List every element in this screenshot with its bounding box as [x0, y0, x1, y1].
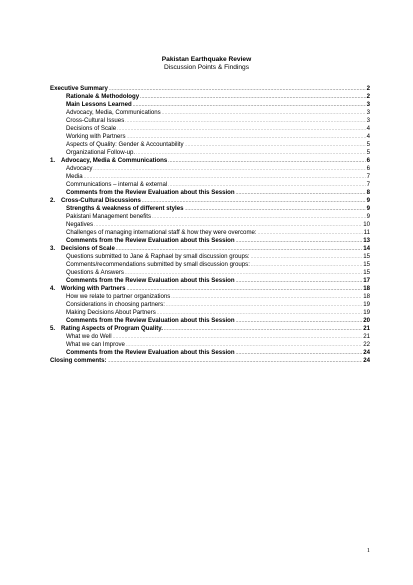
- toc-dot-leader: [125, 269, 362, 277]
- toc-dot-leader: [166, 301, 362, 309]
- toc-entry-label: [66, 181, 167, 189]
- toc-entry-label: [66, 173, 83, 181]
- table-of-contents: [50, 85, 370, 365]
- toc-entry-label: [66, 333, 112, 341]
- toc-entry[interactable]: [50, 101, 370, 109]
- toc-entry-page: 19: [363, 301, 370, 308]
- toc-entry-page: 3: [366, 117, 370, 124]
- toc-entry-page: 15: [363, 269, 370, 276]
- toc-entry-page: 3: [366, 109, 370, 116]
- toc-entry[interactable]: [50, 349, 370, 357]
- toc-entry-label: [66, 213, 151, 221]
- toc-entry[interactable]: [50, 149, 370, 157]
- toc-entry-text: Comments from the Review Evaluation about this Session: [66, 317, 235, 324]
- toc-entry-text: Making Decisions About Partners: [66, 309, 156, 316]
- toc-entry-text: Pakistani Management benefits: [66, 213, 152, 220]
- toc-entry-text: Comments from the Review Evaluation about this Session: [66, 349, 235, 356]
- toc-dot-leader: [152, 213, 366, 221]
- toc-entry[interactable]: [50, 93, 370, 101]
- toc-entry[interactable]: [50, 213, 370, 221]
- toc-entry-page: 15: [363, 253, 370, 260]
- toc-entry-text: Rating Aspects of Program Quality.: [61, 325, 163, 332]
- toc-entry[interactable]: [50, 173, 370, 181]
- toc-dot-leader: [236, 237, 363, 245]
- toc-entry-text: Comments/recommendations submitted by small discussion groups:: [66, 261, 250, 268]
- toc-entry-label: [66, 149, 135, 157]
- toc-dot-leader: [251, 253, 363, 261]
- toc-entry-page: 7: [366, 173, 370, 180]
- toc-entry-number: 4.: [50, 285, 56, 292]
- toc-dot-leader: [127, 285, 363, 293]
- toc-entry-label: [66, 237, 235, 245]
- toc-entry-label: [66, 93, 139, 101]
- toc-entry-page: 5: [366, 141, 370, 148]
- toc-entry[interactable]: [50, 309, 370, 317]
- toc-entry-label: [66, 165, 92, 173]
- toc-entry[interactable]: [50, 141, 370, 149]
- toc-entry-text: Rationale & Methodology: [66, 93, 140, 100]
- toc-entry-label: [50, 357, 107, 365]
- toc-entry-text: How we relate to partner organizations: [66, 293, 171, 300]
- toc-dot-leader: [94, 221, 362, 229]
- toc-entry-text: Decisions of Scale: [61, 245, 115, 252]
- toc-entry-page: 6: [366, 165, 370, 172]
- toc-entry-text: Cross-Cultural Discussions: [61, 197, 141, 204]
- toc-dot-leader: [185, 205, 366, 213]
- toc-entry-text: Considerations in choosing partners:: [66, 301, 165, 308]
- toc-entry-label: [66, 269, 124, 277]
- toc-dot-leader: [108, 357, 363, 365]
- toc-entry[interactable]: [50, 269, 370, 277]
- toc-entry-number: 1.: [50, 157, 56, 164]
- toc-entry-text: Executive Summary: [50, 85, 108, 92]
- toc-entry-text: Advocacy, Media & Communications: [61, 157, 168, 164]
- toc-entry-page: 9: [366, 197, 370, 204]
- toc-dot-leader: [126, 341, 362, 349]
- toc-entry[interactable]: [50, 277, 370, 285]
- toc-entry-label: [66, 189, 235, 197]
- toc-entry-page: 19: [363, 309, 370, 316]
- toc-entry-page: 13: [363, 237, 370, 244]
- toc-entry-text: Questions & Answers: [66, 269, 124, 276]
- toc-entry-text: Working with Partners: [61, 285, 126, 292]
- toc-entry[interactable]: [50, 85, 370, 93]
- toc-dot-leader: [236, 317, 363, 325]
- toc-dot-leader: [84, 173, 366, 181]
- toc-entry-page: 9: [366, 213, 370, 220]
- toc-dot-leader: [162, 109, 366, 117]
- toc-dot-leader: [125, 117, 365, 125]
- toc-entry-text: Main Lessons Learned: [66, 101, 132, 108]
- toc-entry-text: Comments from the Review Evaluation about this Session: [66, 277, 235, 284]
- toc-dot-leader: [236, 189, 366, 197]
- toc-dot-leader: [136, 149, 366, 157]
- toc-entry-text: Closing comments:: [50, 357, 107, 364]
- toc-dot-leader: [113, 333, 363, 341]
- toc-dot-leader: [251, 261, 362, 269]
- toc-entry[interactable]: [50, 133, 370, 141]
- toc-dot-leader: [185, 141, 366, 149]
- toc-entry[interactable]: [50, 253, 370, 261]
- toc-entry-label: [66, 205, 184, 213]
- toc-entry-page: 21: [363, 325, 370, 332]
- toc-entry-label: [66, 133, 126, 141]
- toc-entry[interactable]: [50, 229, 370, 237]
- toc-entry-text: Organizational Follow-up.: [66, 149, 136, 156]
- toc-entry-text: Strengths & weakness of different styles: [66, 205, 184, 212]
- toc-entry-number: 3.: [50, 245, 56, 252]
- toc-entry-page: 8: [366, 189, 370, 196]
- toc-entry-number: 5.: [50, 325, 56, 332]
- toc-entry-page: 17: [363, 277, 370, 284]
- toc-entry-text: Advocacy, Media, Communications: [66, 109, 161, 116]
- toc-entry[interactable]: [50, 357, 370, 365]
- toc-dot-leader: [236, 277, 363, 285]
- toc-entry-label: [66, 125, 116, 133]
- toc-entry-page: 22: [363, 341, 370, 348]
- toc-entry-text: Comments from the Review Evaluation about this Session: [66, 189, 235, 196]
- toc-entry-text: Challenges of managing international staff & how they were overcome:: [66, 229, 257, 236]
- toc-entry-page: 2: [366, 93, 370, 100]
- toc-entry-text: Aspects of Quality: Gender & Accountability: [66, 141, 184, 148]
- toc-entry-page: 4: [366, 133, 370, 140]
- toc-entry-label: [66, 261, 250, 269]
- toc-entry-text: Advocacy: [66, 165, 93, 172]
- toc-entry-page: 24: [363, 349, 370, 356]
- toc-entry-label: [66, 293, 170, 301]
- toc-dot-leader: [164, 325, 362, 333]
- toc-dot-leader: [258, 229, 363, 237]
- toc-entry-label: [66, 349, 235, 357]
- toc-entry[interactable]: [50, 261, 370, 269]
- toc-dot-leader: [168, 157, 365, 165]
- toc-entry[interactable]: [50, 293, 370, 301]
- toc-entry[interactable]: [50, 189, 370, 197]
- page-number: 1: [366, 547, 370, 554]
- toc-dot-leader: [157, 309, 362, 317]
- toc-entry-label: [66, 109, 161, 117]
- toc-entry[interactable]: [50, 301, 370, 309]
- toc-entry[interactable]: [50, 333, 370, 341]
- toc-entry-label: [66, 229, 257, 237]
- toc-entry-label: [50, 245, 115, 253]
- toc-entry-text: Questions submitted to Jane & Raphael by small discussion groups:: [66, 253, 250, 260]
- toc-entry-page: 21: [363, 333, 370, 340]
- toc-dot-leader: [171, 293, 362, 301]
- toc-entry-label: [66, 101, 132, 109]
- toc-dot-leader: [93, 165, 365, 173]
- toc-entry[interactable]: [50, 125, 370, 133]
- toc-entry-label: [66, 301, 165, 309]
- toc-entry-number: 2.: [50, 197, 56, 204]
- toc-entry-text: Working with Partners: [66, 133, 126, 140]
- toc-entry-label: [66, 253, 250, 261]
- toc-entry-page: 3: [366, 101, 370, 108]
- toc-entry-page: 10: [363, 221, 370, 228]
- toc-entry-label: [50, 285, 126, 293]
- toc-entry-text: What we can Improve: [66, 341, 125, 348]
- toc-entry[interactable]: [50, 109, 370, 117]
- toc-dot-leader: [236, 349, 363, 357]
- toc-entry[interactable]: [50, 317, 370, 325]
- toc-dot-leader: [127, 133, 366, 141]
- toc-entry-label: [50, 85, 108, 93]
- toc-entry-text: Media: [66, 173, 83, 180]
- toc-entry-text: Negatives: [66, 221, 94, 228]
- toc-entry-page: 6: [366, 157, 370, 164]
- toc-entry-label: [66, 317, 235, 325]
- toc-dot-leader: [168, 181, 365, 189]
- toc-entry-page: 18: [363, 293, 370, 300]
- toc-entry-label: [66, 341, 125, 349]
- toc-entry[interactable]: [50, 325, 370, 333]
- toc-entry-label: [66, 277, 235, 285]
- toc-entry-label: [66, 221, 93, 229]
- toc-entry-page: 15: [363, 261, 370, 268]
- toc-entry-text: Decisions of Scale: [66, 125, 117, 132]
- toc-entry[interactable]: [50, 237, 370, 245]
- toc-entry-page: 18: [363, 285, 370, 292]
- toc-dot-leader: [116, 245, 362, 253]
- toc-entry-page: 5: [366, 149, 370, 156]
- toc-entry-text: Communications – internal & external: [66, 181, 168, 188]
- toc-entry-page: 11: [363, 229, 370, 236]
- toc-entry[interactable]: [50, 181, 370, 189]
- toc-entry-page: 24: [363, 357, 370, 364]
- toc-entry[interactable]: [50, 245, 370, 253]
- toc-entry[interactable]: [50, 221, 370, 229]
- toc-entry-page: 9: [366, 205, 370, 212]
- toc-entry-label: [66, 141, 184, 149]
- toc-entry-page: 14: [363, 245, 370, 252]
- toc-dot-leader: [142, 197, 366, 205]
- toc-entry-page: 7: [366, 181, 370, 188]
- toc-entry-label: [66, 117, 124, 125]
- document-subtitle: Discussion Points & Findings: [163, 64, 250, 71]
- toc-entry[interactable]: [50, 205, 370, 213]
- toc-dot-leader: [140, 93, 365, 101]
- toc-dot-leader: [109, 85, 366, 93]
- toc-entry-label: [50, 197, 141, 205]
- toc-entry[interactable]: [50, 165, 370, 173]
- toc-entry-page: 2: [366, 85, 370, 92]
- toc-dot-leader: [133, 101, 366, 109]
- toc-entry[interactable]: [50, 341, 370, 349]
- toc-entry[interactable]: [50, 285, 370, 293]
- toc-entry-page: 20: [363, 317, 370, 324]
- toc-entry-page: 4: [366, 125, 370, 132]
- document-title: Pakistan Earthquake Review: [161, 56, 252, 63]
- toc-entry-text: Comments from the Review Evaluation about this Session: [66, 237, 235, 244]
- toc-entry-text: Cross-Cultural Issues: [66, 117, 125, 124]
- toc-entry-label: [66, 309, 156, 317]
- toc-entry[interactable]: [50, 197, 370, 205]
- toc-dot-leader: [117, 125, 365, 133]
- toc-entry[interactable]: [50, 157, 370, 165]
- toc-entry-text: What we do Well: [66, 333, 112, 340]
- toc-entry[interactable]: [50, 117, 370, 125]
- toc-entry-label: [50, 325, 163, 333]
- toc-entry-label: [50, 157, 167, 165]
